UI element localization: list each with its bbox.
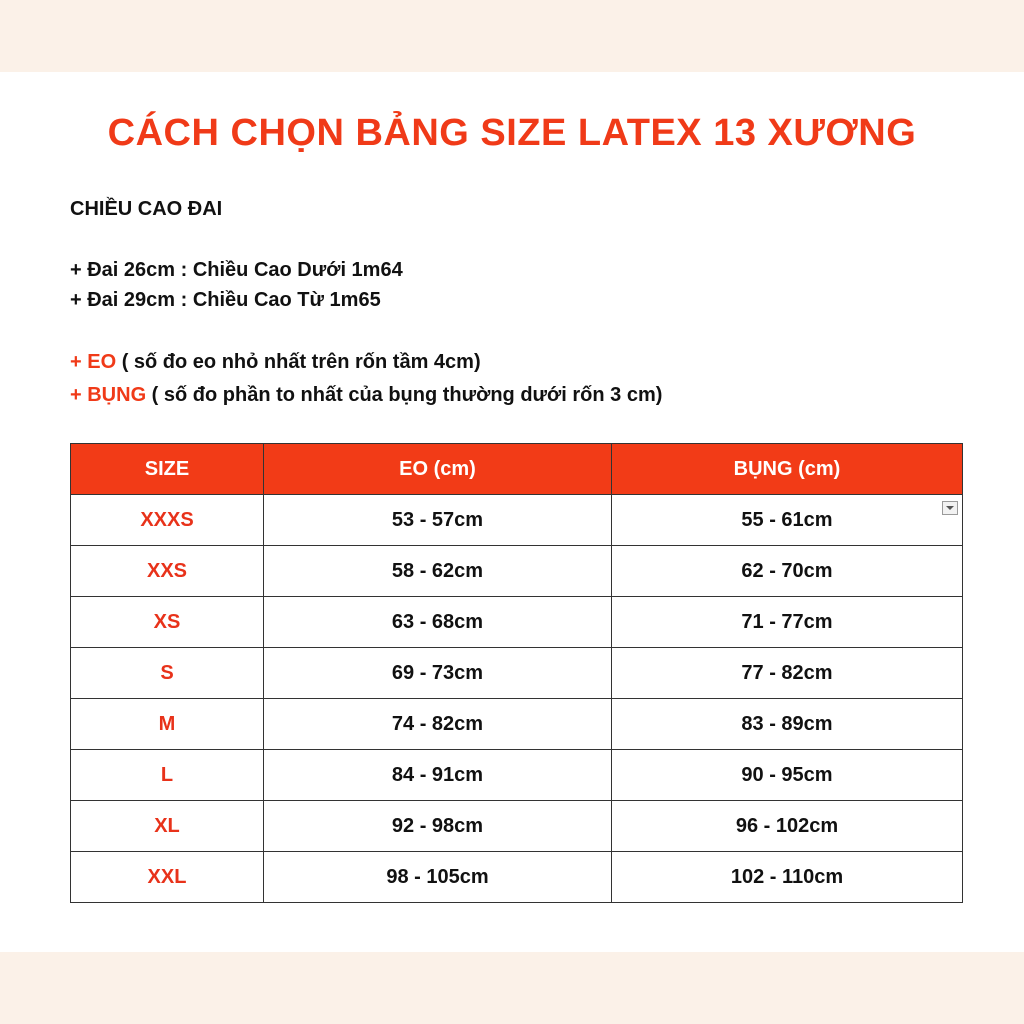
table-row <box>71 852 963 903</box>
size-cell: XXS <box>71 546 264 597</box>
bung-cell: 83 - 89cm <box>612 699 963 750</box>
size-cell: S <box>71 648 264 699</box>
belly-note-label: + BỤNG <box>70 384 147 406</box>
table-row <box>71 801 963 852</box>
eo-cell: 58 - 62cm <box>264 546 612 597</box>
eo-cell: 69 - 73cm <box>264 648 612 699</box>
size-cell: XXXS <box>71 495 264 546</box>
eo-cell: 74 - 82cm <box>264 699 612 750</box>
waist-note-text: ( số đo eo nhỏ nhất trên rốn tầm 4cm) <box>116 351 481 373</box>
table-row <box>71 699 963 750</box>
table-row <box>71 648 963 699</box>
table-row <box>71 546 963 597</box>
size-table <box>70 443 963 903</box>
bung-cell <box>612 495 963 546</box>
header-size: SIZE <box>71 444 264 495</box>
size-cell: M <box>71 699 264 750</box>
size-cell: L <box>71 750 264 801</box>
bung-cell: 62 - 70cm <box>612 546 963 597</box>
waist-note <box>70 351 481 374</box>
bung-value: 55 - 61cm <box>741 508 833 531</box>
eo-cell: 98 - 105cm <box>264 852 612 903</box>
bung-cell: 90 - 95cm <box>612 750 963 801</box>
height-note-26cm: + Đai 26cm : Chiều Cao Dưới 1m64 <box>70 259 403 281</box>
bung-cell: 77 - 82cm <box>612 648 963 699</box>
page-title: CÁCH CHỌN BẢNG SIZE LATEX 13 XƯƠNG <box>107 112 917 154</box>
size-cell: XL <box>71 801 264 852</box>
eo-cell: 53 - 57cm <box>264 495 612 546</box>
eo-cell: 92 - 98cm <box>264 801 612 852</box>
dropdown-arrow-icon[interactable] <box>942 501 958 515</box>
header-eo: EO (cm) <box>264 444 612 495</box>
belly-note-text: ( số đo phần to nhất của bụng thường dưới rốn 3 cm) <box>146 384 663 406</box>
bung-cell: 96 - 102cm <box>612 801 963 852</box>
size-cell: XXL <box>71 852 264 903</box>
section-heading: CHIỀU CAO ĐAI <box>70 198 223 220</box>
bung-cell: 102 - 110cm <box>612 852 963 903</box>
table-header-row <box>71 444 963 495</box>
waist-note-label: + EO <box>70 351 117 373</box>
table-row <box>71 597 963 648</box>
eo-cell: 63 - 68cm <box>264 597 612 648</box>
table-row <box>71 495 963 546</box>
size-cell: XS <box>71 597 264 648</box>
eo-cell: 84 - 91cm <box>264 750 612 801</box>
header-bung: BỤNG (cm) <box>612 444 963 495</box>
height-note-29cm: + Đai 29cm : Chiều Cao Từ 1m65 <box>70 289 381 311</box>
table-row <box>71 750 963 801</box>
belly-note <box>70 384 662 407</box>
bung-cell: 71 - 77cm <box>612 597 963 648</box>
size-guide-sheet <box>0 72 1024 952</box>
